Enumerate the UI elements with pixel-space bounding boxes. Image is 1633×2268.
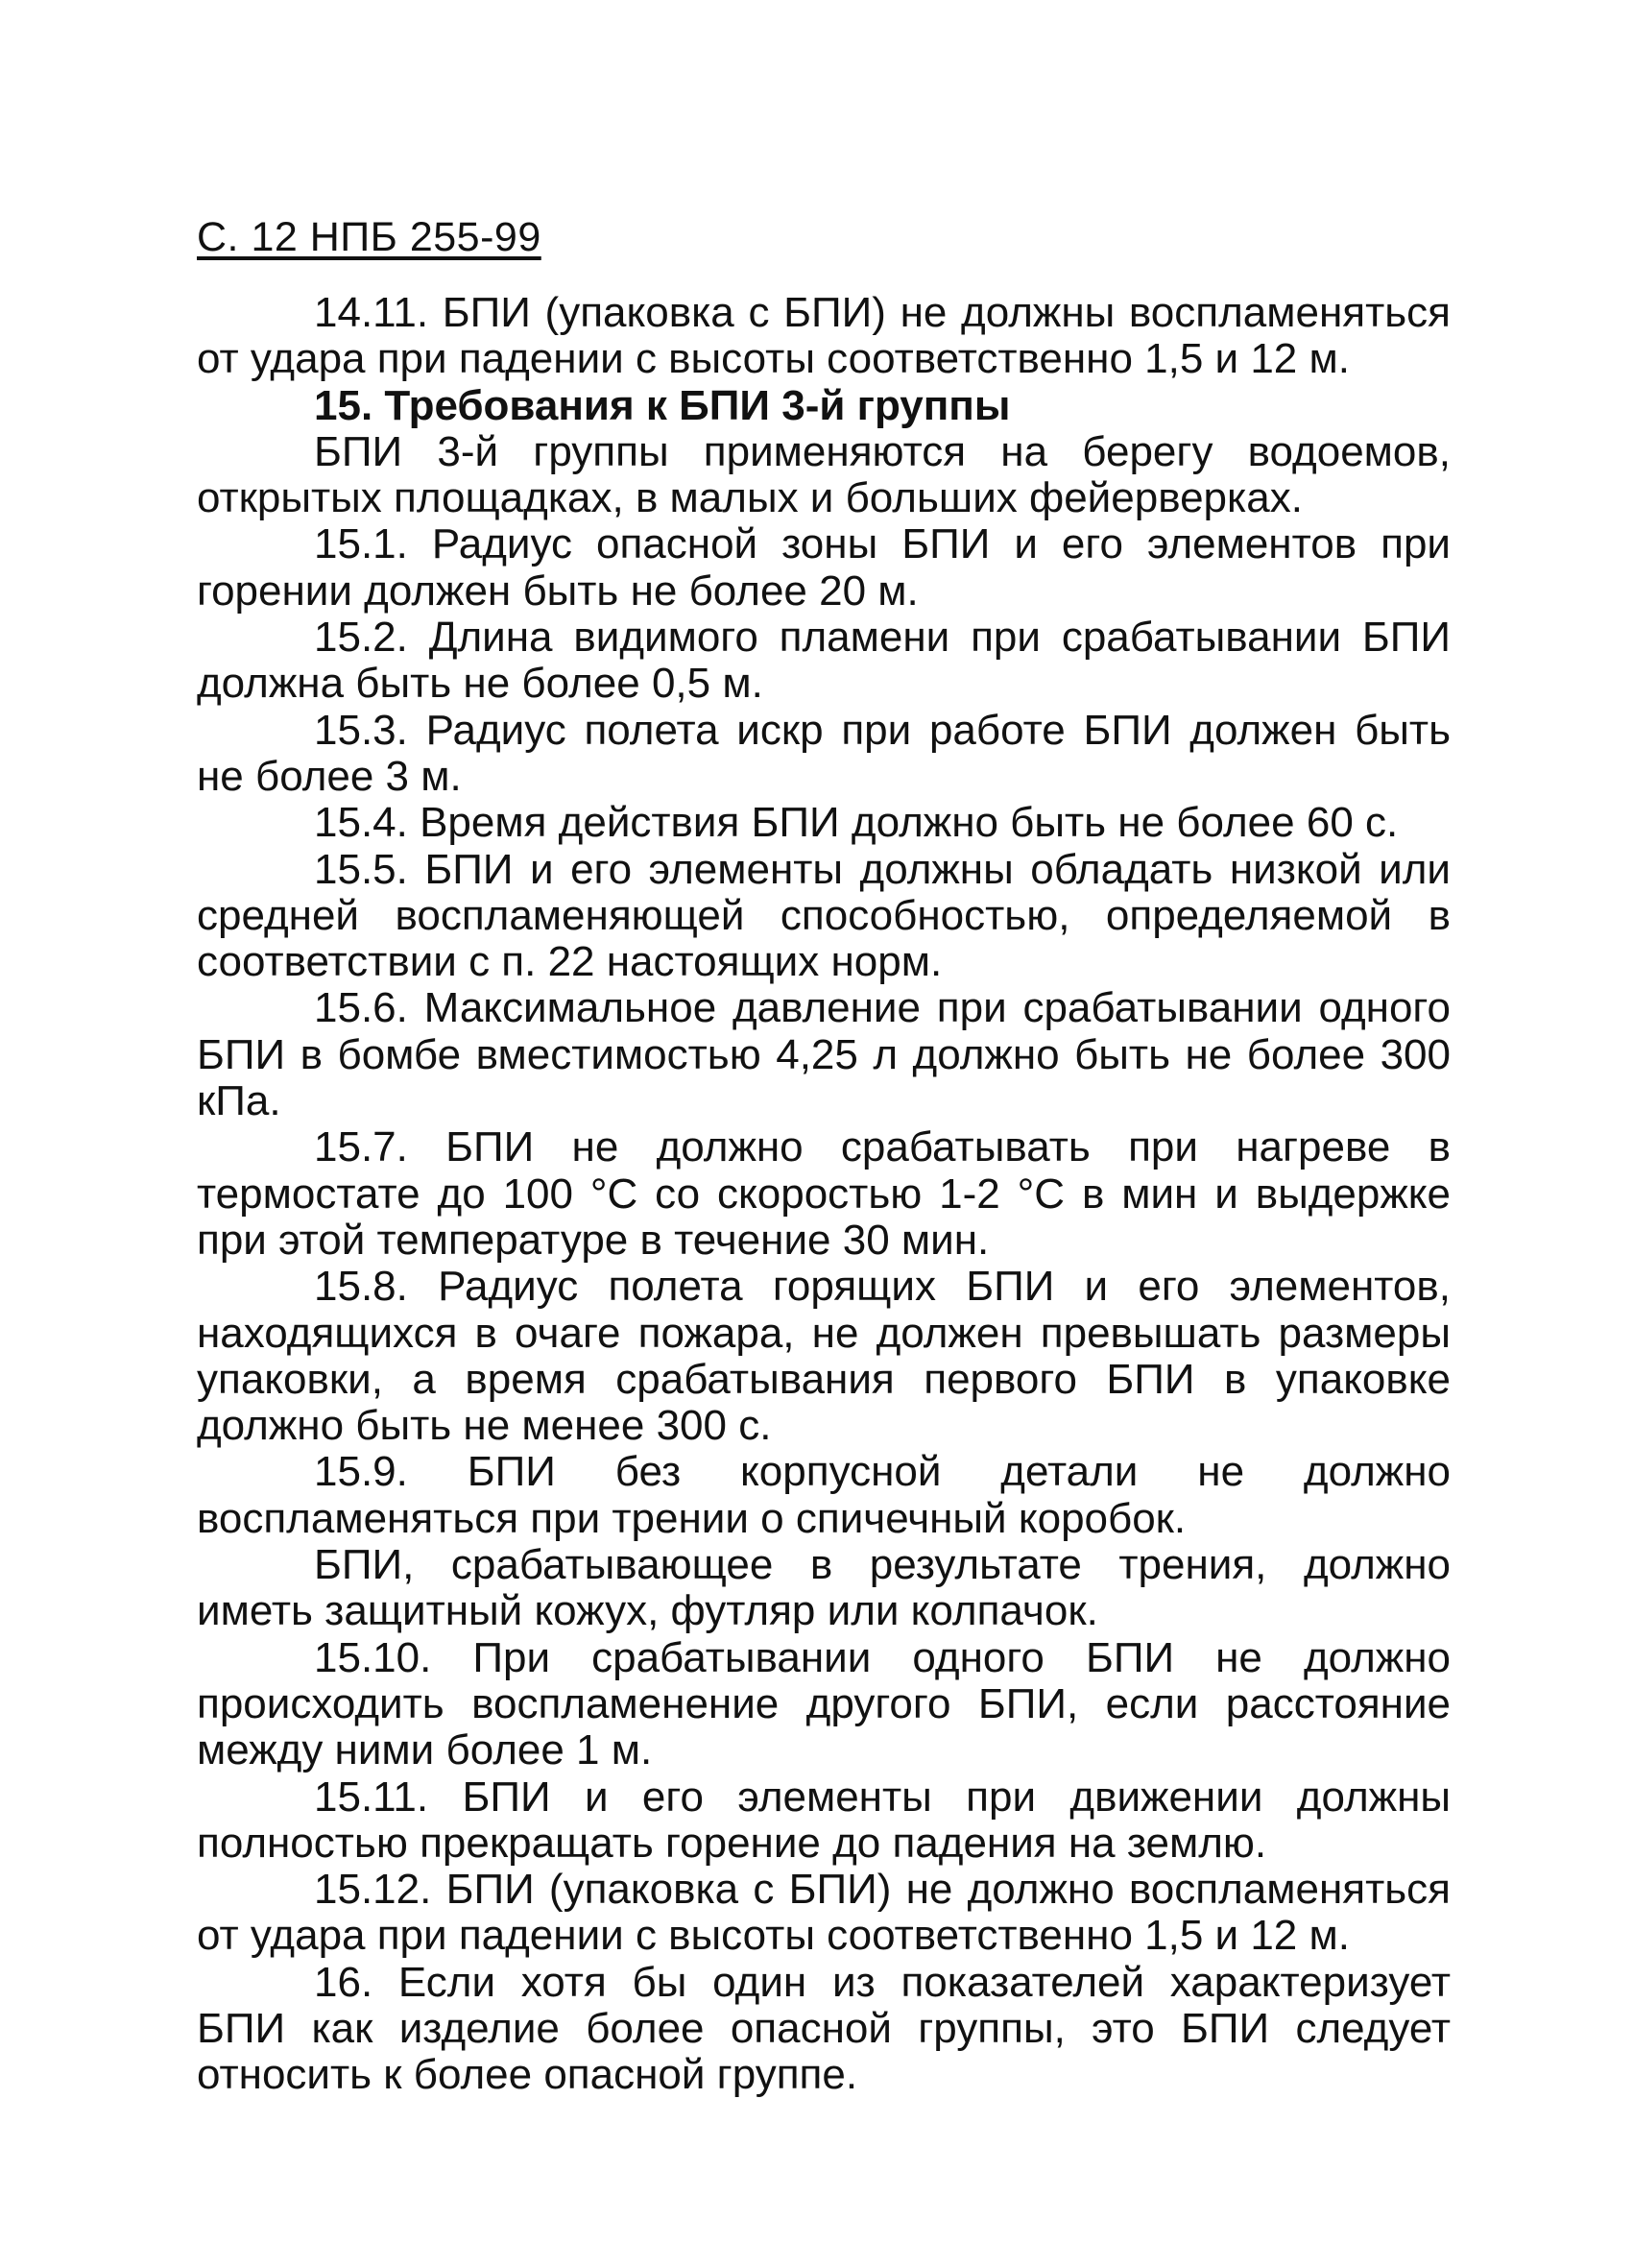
paragraph-15-9: 15.9. БПИ без корпусной детали не должно воспламеняться при трении о спичечный коробок. (197, 1448, 1451, 1542)
paragraph-15-intro: БПИ 3-й группы применяются на берегу водоемов, открытых площадках, в малых и больших фейерверках. (197, 427, 1451, 522)
paragraph-15-8: 15.8. Радиус полета горящих БПИ и его элементов, находящихся в очаге пожара, не должен превышать размеры упаковки, а время срабатывания первого БПИ в упаковке должно быть не менее 300 с. (197, 1263, 1451, 1450)
document-body (197, 290, 1451, 2099)
paragraph-15-7: 15.7. БПИ не должно срабатывать при нагреве в термостате до 100 °С со скоростью 1-2 °С в мин и выдержке при этой температуре в течение 30 мин. (197, 1123, 1451, 1264)
section-heading-15: 15. Требования к БПИ 3-й группы (314, 381, 1011, 429)
paragraph-15-9-friction: БПИ, срабатывающее в результате трения, должно иметь защитный кожух, футляр или колпачок. (197, 1541, 1451, 1635)
paragraph-15-4: 15.4. Время действия БПИ должно быть не более 60 с. (314, 799, 1399, 847)
paragraph-16: 16. Если хотя бы один из показателей характеризует БПИ как изделие более опасной группы, это БПИ следует относить к более опасной группе. (197, 1958, 1451, 2099)
paragraph-15-6: 15.6. Максимальное давление при срабатывании одного БПИ в бомбе вместимостью 4,25 л должно быть не более 300 кПа. (197, 984, 1451, 1125)
paragraph-15-5: 15.5. БПИ и его элементы должны обладать низкой или средней воспламеняющей способностью, определяемой в соответствии с п. 22 настоящих норм. (197, 845, 1451, 986)
page-header: С. 12 НПБ 255-99 (197, 214, 541, 260)
paragraph-15-10: 15.10. При срабатывании одного БПИ не должно происходить воспламенение другого БПИ, если расстояние между ними более 1 м. (197, 1633, 1451, 1774)
paragraph-15-3: 15.3. Радиус полета искр при работе БПИ должен быть не более 3 м. (197, 706, 1451, 800)
paragraph-14-11: 14.11. БПИ (упаковка с БПИ) не должны воспламеняться от удара при падении с высоты соответственно 1,5 и 12 м. (197, 289, 1451, 383)
paragraph-15-2: 15.2. Длина видимого пламени при срабатывании БПИ должна быть не более 0,5 м. (197, 614, 1451, 708)
paragraph-15-12: 15.12. БПИ (упаковка с БПИ) не должно воспламеняться от удара при падении с высоты соответственно 1,5 и 12 м. (197, 1866, 1451, 1960)
paragraph-15-11: 15.11. БПИ и его элементы при движении должны полностью прекращать горение до падения на землю. (197, 1773, 1451, 1867)
paragraph-15-1: 15.1. Радиус опасной зоны БПИ и его элементов при горении должен быть не более 20 м. (197, 520, 1451, 615)
